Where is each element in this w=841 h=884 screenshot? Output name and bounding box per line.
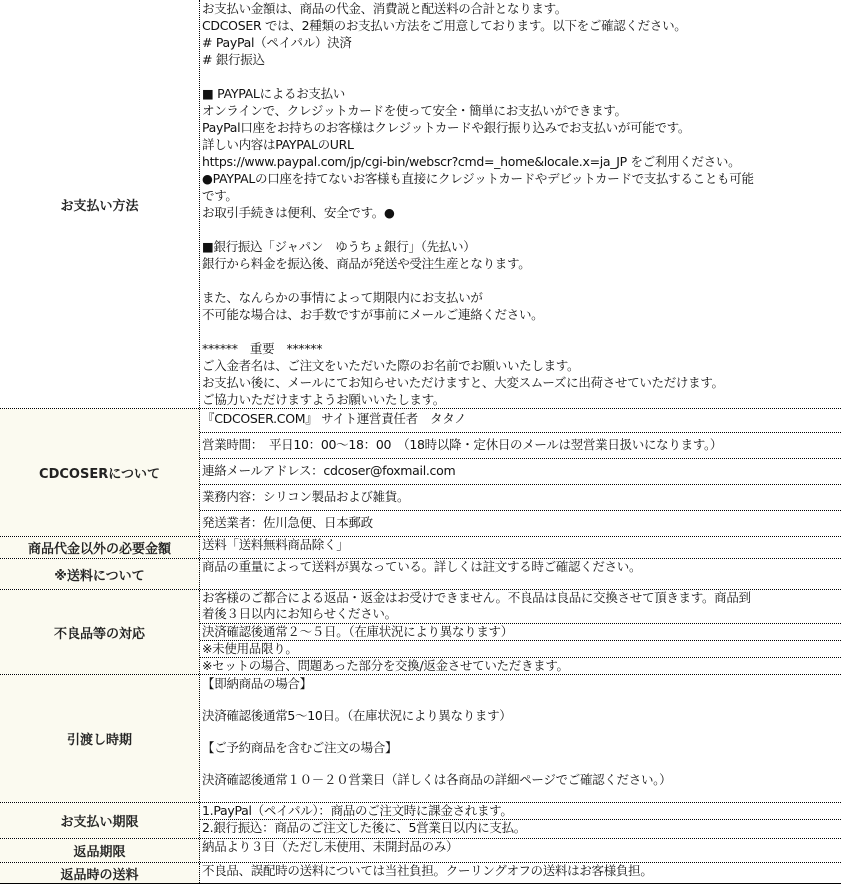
about-email — [200, 459, 841, 485]
payment-method-line: # PayPal（ペイパル）決済 — [202, 35, 352, 50]
deadline-paypal: 1.PayPal（ペイパル）：商品のご注文時に課金されます。 — [200, 803, 841, 820]
row-return-shipping — [0, 863, 841, 884]
extra-fees-text: 送料「送料無料商品除く」 — [202, 537, 349, 552]
return-shipping — [200, 863, 841, 883]
row-return-period — [0, 839, 841, 863]
row-label: お支払い期限 — [0, 803, 200, 838]
shipping-text: 商品の重量によって送料が異なっている。詳しくは註文する時ご確認ください。 — [202, 559, 642, 574]
row-shipping — [0, 559, 841, 590]
row-label: 商品代金以外の必要金額 — [0, 537, 200, 558]
row-label: 返品期限 — [0, 839, 200, 862]
delivery-instock-days: 決済確認後通常5～10日。（在庫状況により異なります） — [202, 708, 512, 723]
delivery-instock-heading: 【即納商品の場合】 — [202, 676, 312, 691]
return-period — [200, 839, 841, 862]
payment-method-line: です。 — [202, 188, 238, 203]
payment-method-line: ご入金者名は、ご注文をいただいた際のお名前でお願いいたします。 — [202, 358, 580, 373]
payment-method-line: 銀行から料金を振込後、商品が発送や受注生産となります。 — [202, 256, 531, 271]
extra-fees — [200, 537, 841, 558]
row-label: CDCOSERについて — [0, 409, 200, 536]
delivery-preorder-days: 決済確認後通常１０－２０営業日（詳しくは各商品の詳細ページでご確認ください。） — [202, 772, 672, 787]
row-about-cdcoser — [0, 409, 841, 537]
payment-method-line: ■ PAYPALによるお支払い — [202, 86, 345, 101]
row-label: 返品時の送料 — [0, 863, 200, 883]
payment-deadline — [200, 803, 841, 838]
payment-method-line: ご協力いただけますようお願いいたします。 — [202, 392, 446, 407]
row-payment-deadline — [0, 803, 841, 839]
payment-method-line: https://www.paypal.com/jp/cgi-bin/webscr?cmd=_home&locale.x=ja_JP をご利用ください。 — [202, 154, 741, 169]
payment-method-line — [200, 221, 841, 238]
payment-method-line: ■銀行振込「ジャパン ゆうちょ銀行」（先払い） — [202, 239, 476, 254]
payment-method-line: 不可能な場合は、お手数ですが事前にメールご連絡ください。 — [202, 307, 544, 322]
row-extra-fees — [0, 537, 841, 559]
payment-method-line: また、なんらかの事情によって期限内にお支払いが — [202, 290, 483, 305]
payment-method-line: 詳しい内容はPAYPALのURL — [202, 137, 354, 152]
defects-unused: ※未使用品限り。 — [200, 641, 841, 658]
defects-line: 着後３日以内にお知らせください。 — [202, 606, 397, 621]
deadline-bank: 2.銀行振込：商品のご注文した後に、5営業日以内に支払。 — [202, 820, 526, 835]
payment-method-line: ●PAYPALの口座を持てないお客様も直接にクレジットカードやデビットカードで支払することも可能 — [202, 171, 754, 186]
return-shipping-text: 不良品、誤配時の送料については当社負担。クーリングオフの送料はお客様負担。 — [202, 863, 653, 878]
payment-method-line: お支払い金額は、商品の代金、消費説と配送料の合計となります。 — [202, 1, 568, 16]
defects-days: 決済確認後通常２～５日。（在庫状況により異なります） — [200, 624, 841, 641]
defects-text — [200, 590, 841, 624]
contact-email: 連絡メールアドレス：cdcoser@foxmail.com — [202, 463, 456, 478]
row-delivery — [0, 675, 841, 803]
row-label: 不良品等の対応 — [0, 590, 200, 674]
shipping — [200, 559, 841, 589]
defects-set: ※セットの場合、問題あった部分を交換/返金させていただきます。 — [202, 658, 569, 673]
row-label: お支払い方法 — [0, 0, 200, 408]
payment-method-line: ****** 重要 ****** — [202, 341, 323, 356]
row-label: ※送料について — [0, 559, 200, 589]
row-label: 引渡し時期 — [0, 675, 200, 802]
payment-method-line — [200, 272, 841, 289]
payment-method-line: お取引手続きは便利、安全です。● — [202, 205, 395, 220]
about-business: 業務内容：シリコン製品および雑貨。 — [200, 485, 841, 511]
about-hours: 営業時間： 平日10：00～18：00 （18時以降・定休日のメールは翌営業日扱いになります。） — [200, 433, 841, 459]
payment-method-line: CDCOSER では、2種類のお支払い方法をご用意しております。以下をご確認ください。 — [202, 18, 687, 33]
defects — [200, 590, 841, 674]
row-defects — [0, 590, 841, 675]
payment-method-text — [200, 0, 841, 408]
payment-method-line — [200, 323, 841, 340]
payment-method-line: お支払い後に、メールにてお知らせいただけますと、大変スムーズに出荷させていただけます。 — [202, 375, 724, 390]
delivery — [200, 675, 841, 802]
payment-method-line — [200, 68, 841, 85]
about-carriers: 発送業者：佐川急便、日本郵政 — [202, 515, 373, 530]
defects-line: お客様のご都合による返品・返金はお受けできません。不良品は良品に交換させて頂きます。商品到 — [202, 590, 751, 605]
about-operator: 『CDCOSER.COM』 サイト運営責任者 タタノ — [200, 409, 841, 433]
delivery-preorder-heading: 【ご予約商品を含むご注文の場合】 — [202, 740, 398, 755]
payment-method-line: # 銀行振込 — [202, 52, 265, 67]
payment-method-line: PayPal口座をお持ちのお客様はクレジットカードや銀行振り込みでお支払いが可能です。 — [202, 120, 691, 135]
return-period-text: 納品より３日（ただし未使用、未開封品のみ） — [202, 839, 459, 854]
row-payment-method — [0, 0, 841, 409]
about-items — [200, 409, 841, 536]
payment-method-line: オンラインで、クレジットカードを使って安全・簡単にお支払いができます。 — [202, 103, 627, 118]
